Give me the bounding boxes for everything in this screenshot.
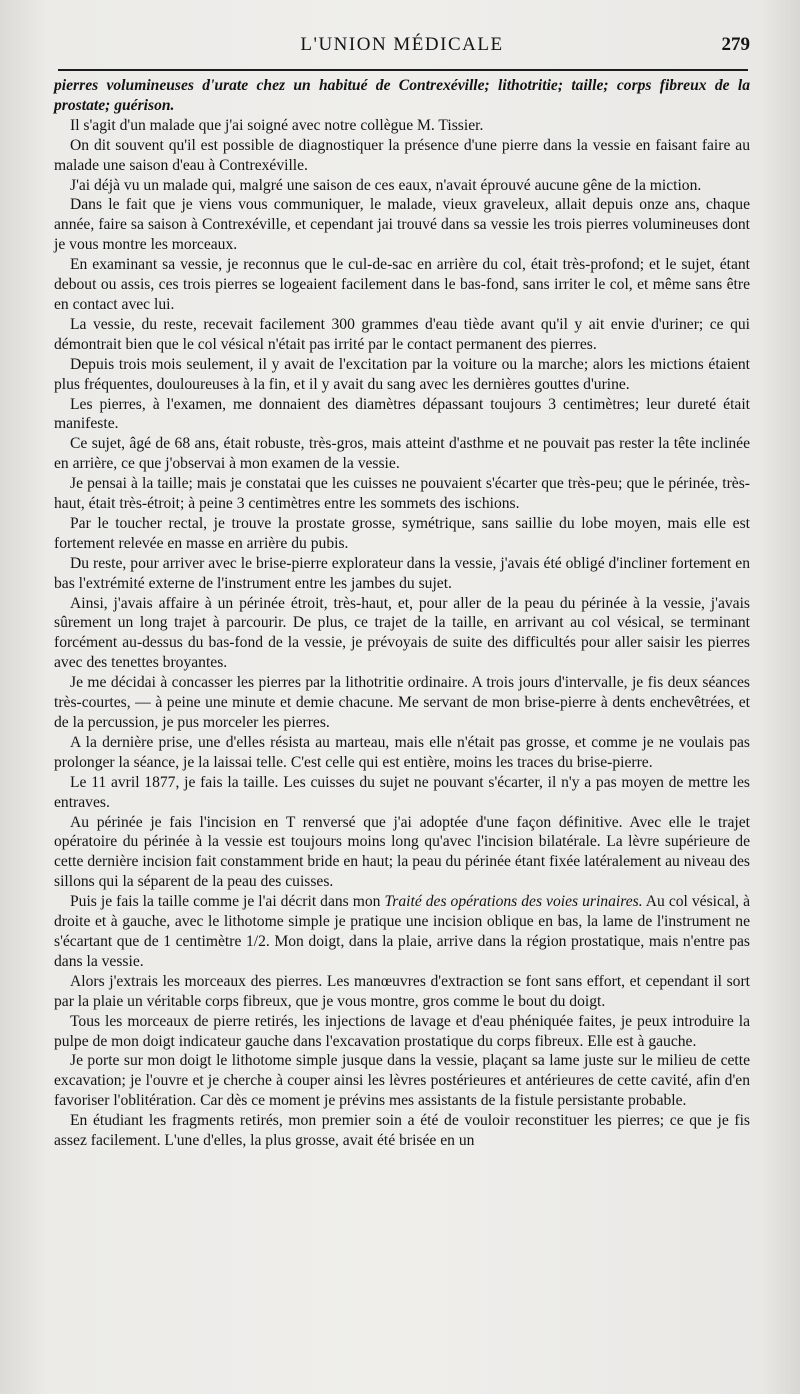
paragraph: On dit souvent qu'il est possible de diagnostiquer la présence d'une pierre dans la vessie en faisant faire au malade une saison d'eau à Contrexéville. — [54, 136, 750, 174]
running-title: L'UNION MÉDICALE — [300, 34, 504, 55]
paragraph: Au périnée je fais l'incision en T renversé que j'ai adoptée d'une façon définitive. Avec elle le trajet opératoire du périnée à la vessie est toujours moins long qu'avec l'incision bilatérale. La lèvre supérieure de cette dernière incision fait constamment bride en haut; la peau du périnée étant fixée latéralement au niveau des sillons qui la séparent de la peau des cuisses. — [54, 813, 750, 891]
paragraph: Ce sujet, âgé de 68 ans, était robuste, très-gros, mais atteint d'asthme et ne pouvait pas rester la tête inclinée en arrière, ce que j'observai à mon examen de la vessie. — [54, 435, 750, 473]
intro-title — [54, 76, 750, 116]
paragraph: J'ai déjà vu un malade qui, malgré une saison de ces eaux, n'avait éprouvé aucune gêne de la miction. — [70, 176, 702, 194]
paragraph: Le 11 avril 1877, je fais la taille. Les cuisses du sujet ne pouvant s'écarter, il n'y a pas moyen de mettre les entraves. — [54, 773, 750, 811]
intro-title-italic: pierres volumineuses d'urate chez un habitué de Contrexéville; lithotritie; taille; corps fibreux de la prostate; guérison. — [54, 77, 750, 114]
page-number: 279 — [721, 34, 750, 55]
paragraph: Depuis trois mois seulement, il y avait de l'excitation par la voiture ou la marche; alors les mictions étaient plus fréquentes, douloureuses à la fin, et il y avait du sang avec les dernières gouttes d'urine. — [54, 355, 750, 393]
book-title-italic: Traité des opérations des voies urinaires. — [384, 893, 643, 911]
header-rule — [58, 69, 748, 71]
paragraph: Je porte sur mon doigt le lithotome simple jusque dans la vessie, plaçant sa lame juste sur le milieu de cette excavation; je l'ouvre et je cherche à couper ainsi les lèvres postérieures et antérieures de cette cavité, afin d'en favoriser l'oblitération. Car dès ce moment je prévins mes assistants de la fistule persistante probable. — [54, 1052, 750, 1110]
paragraph: Dans le fait que je viens vous communiquer, le malade, vieux graveleux, allait depuis onze ans, chaque année, faire sa saison à Contrexéville, et cependant jai trouvé dans sa vessie les trois pierres volumineuses dont je vous montre les morceaux. — [54, 196, 750, 254]
article-body — [54, 76, 750, 1151]
paragraph-with-italic: Puis je fais la taille comme je l'ai décrit dans mon Traité des opérations des voies urinaires. Au col vésical, à droite et à gauche, avec le lithotome simple je pratique une incision oblique en bas, la lame de l'instrument ne s'écartant que de 1 centimètre 1/2. Mon doigt, dans la plaie, arrive dans la région prostatique, mais n'entre pas dans la vessie. — [54, 893, 750, 970]
paragraph: Il s'agit d'un malade que j'ai soigné avec notre collègue M. Tissier. — [70, 116, 484, 134]
paragraph: En étudiant les fragments retirés, mon premier soin a été de vouloir reconstituer les pierres; ce que je fis assez facilement. L'une d'elles, la plus grosse, avait été brisée en un — [54, 1112, 750, 1150]
paragraph: Alors j'extrais les morceaux des pierres. Les manœuvres d'extraction se font sans effort, et cependant il sort par la plaie un véritable corps fibreux, que je vous montre, gros comme le bout du doigt. — [54, 972, 750, 1010]
paragraph: Du reste, pour arriver avec le brise-pierre explorateur dans la vessie, j'avais été obligé d'incliner fortement en bas l'extrémité externe de l'instrument entre les jambes du sujet. — [54, 554, 750, 592]
paragraph: A la dernière prise, une d'elles résista au marteau, mais elle n'était pas grosse, et comme je ne voulais pas prolonger la séance, je la laissai telle. C'est celle qui est entière, moins les traces du brise-pierre. — [54, 733, 750, 771]
paragraph: Je pensai à la taille; mais je constatai que les cuisses ne pouvaient s'écarter que très-peu; que le périnée, très-haut, était très-étroit; à peine 3 centimètres entre les sommets des ischions. — [54, 475, 750, 513]
paragraph: Les pierres, à l'examen, me donnaient des diamètres dépassant toujours 3 centimètres; leur dureté était manifeste. — [54, 395, 750, 433]
paragraph: Je me décidai à concasser les pierres par la lithotritie ordinaire. A trois jours d'intervalle, je fis deux séances très-courtes, — à peine une minute et demie chacune. Me servant de mon brise-pierre à dents enchevêtrées, et de la percussion, je pus morceler les pierres. — [54, 674, 750, 731]
paragraph: Par le toucher rectal, je trouve la prostate grosse, symétrique, sans saillie du lobe moyen, mais elle est fortement relevée en masse en arrière du pubis. — [54, 514, 750, 552]
paragraph: Tous les morceaux de pierre retirés, les injections de lavage et d'eau phéniquée faites, je peux introduire la pulpe de mon doigt indicateur gauche dans l'excavation prostatique du corps fibreux. Elle est à gauche. — [54, 1012, 750, 1050]
running-header — [52, 34, 752, 58]
paragraph: En examinant sa vessie, je reconnus que le cul-de-sac en arrière du col, était très-profond; et le sujet, étant debout ou assis, ces trois pierres se logeaient facilement dans le bas-fond, sans irriter le col, et même sans être en contact avec lui. — [54, 256, 750, 313]
paragraph: Ainsi, j'avais affaire à un périnée étroit, très-haut, et, pour aller de la peau du périnée à la vessie, j'avais sûrement un long trajet à parcourir. De plus, ce trajet de la taille, en arrivant au col vésical, se terminant forcément au-dessus du bas-fond de la vessie, je prévoyais de suite des difficultés pour aller saisir les pierres avec des tenettes broyantes. — [54, 594, 750, 672]
paragraph: La vessie, du reste, recevait facilement 300 grammes d'eau tiède avant qu'il y ait envie d'uriner; ce qui démontrait bien que le col vésical n'était pas irrité par le contact permanent des pierres. — [54, 315, 750, 353]
